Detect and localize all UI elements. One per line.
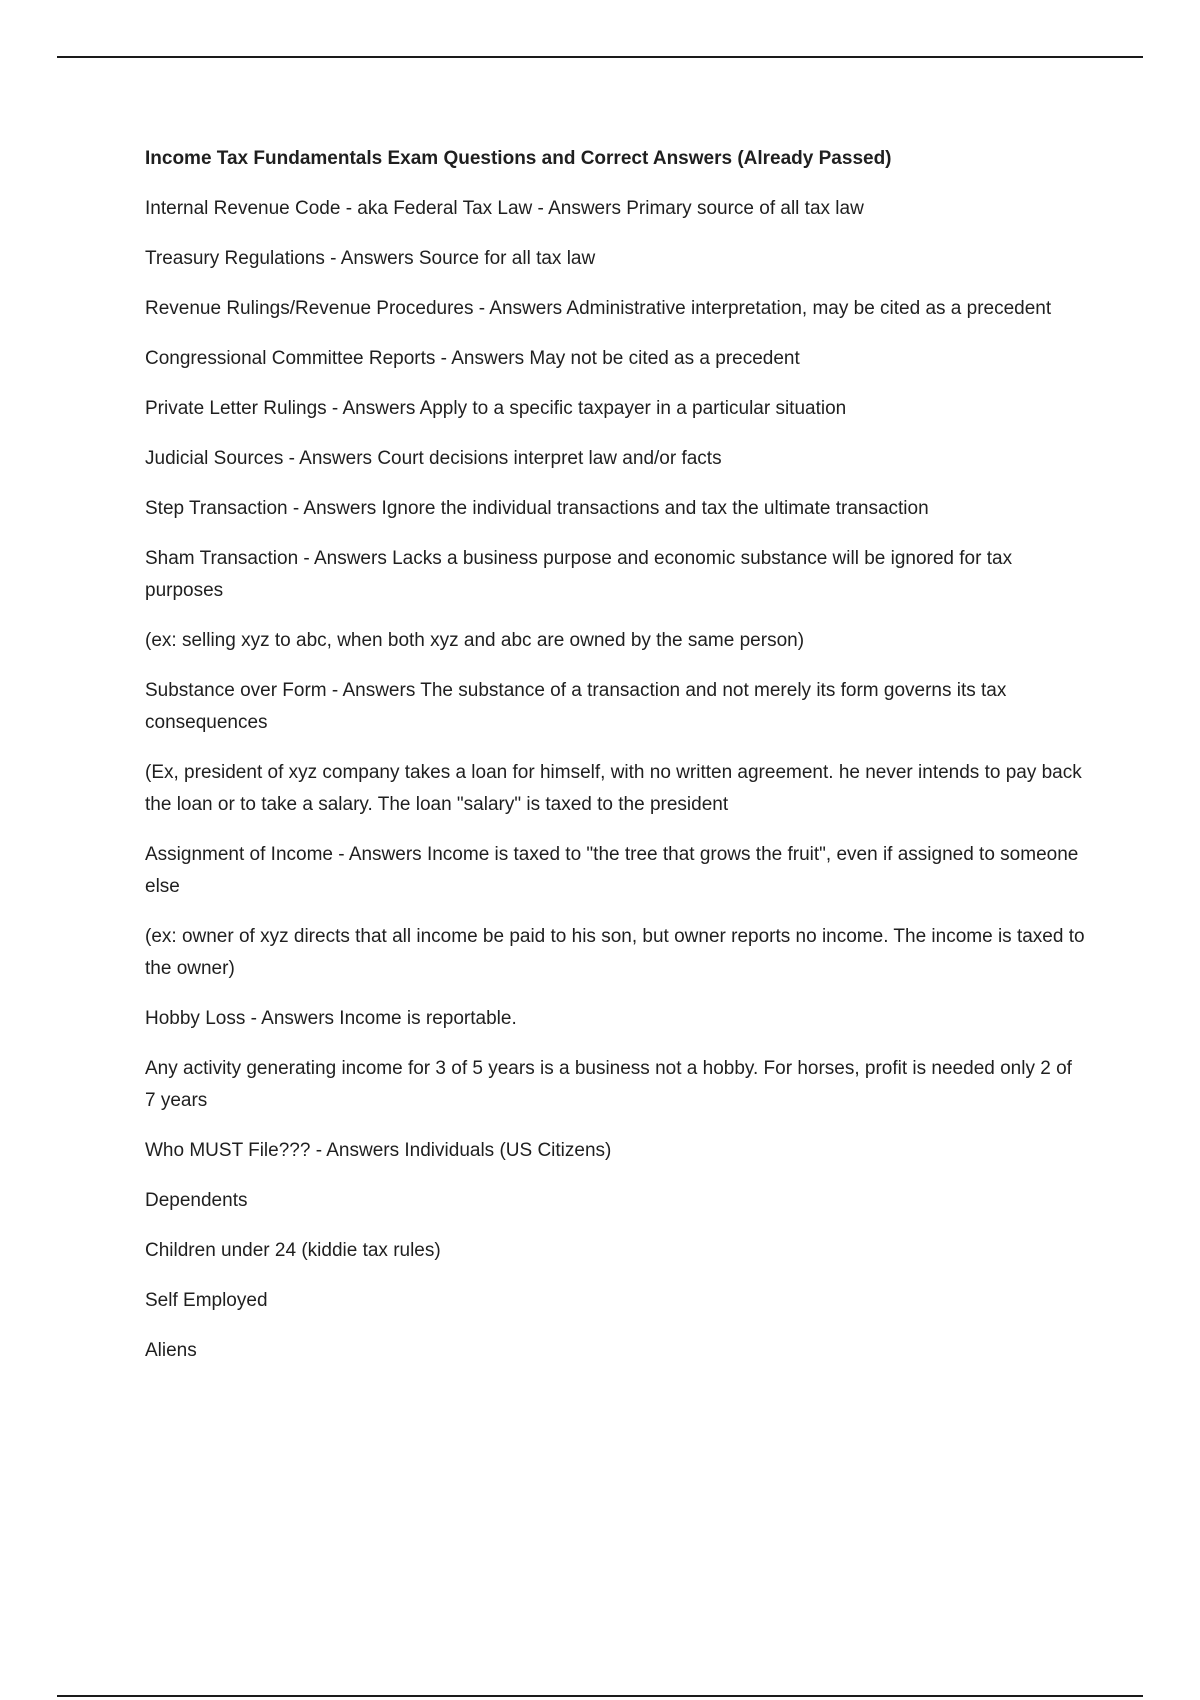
paragraph: Assignment of Income - Answers Income is taxed to "the tree that grows the fruit", even if assigned to someone else (145, 844, 1079, 897)
paragraph: Substance over Form - Answers The substance of a transaction and not merely its form governs its tax consequences (145, 680, 1007, 733)
footer-rule (57, 1695, 1143, 1697)
paragraph: Sham Transaction - Answers Lacks a business purpose and economic substance will be ignored for tax purposes (145, 548, 1013, 601)
paragraph: Who MUST File??? - Answers Individuals (US Citizens) (145, 1140, 612, 1161)
paragraph: (ex: owner of xyz directs that all income be paid to his son, but owner reports no income. The income is taxed to the owner) (145, 926, 1085, 979)
paragraph: Step Transaction - Answers Ignore the individual transactions and tax the ultimate transaction (145, 498, 929, 519)
paragraph: Private Letter Rulings - Answers Apply to a specific taxpayer in a particular situation (145, 398, 847, 419)
document-body (145, 143, 1085, 1385)
paragraph: Congressional Committee Reports - Answers May not be cited as a precedent (145, 348, 800, 369)
header-rule (57, 56, 1143, 58)
paragraph: Children under 24 (kiddie tax rules) (145, 1240, 441, 1261)
document-title: Income Tax Fundamentals Exam Questions and Correct Answers (Already Passed) (145, 148, 892, 169)
paragraph: (Ex, president of xyz company takes a loan for himself, with no written agreement. he never intends to pay back the loan or to take a salary. The loan "salary" is taxed to the president (145, 762, 1082, 815)
paragraph: Any activity generating income for 3 of 5 years is a business not a hobby. For horses, profit is needed only 2 of 7 years (145, 1058, 1072, 1111)
paragraph: Judicial Sources - Answers Court decisions interpret law and/or facts (145, 448, 722, 469)
paragraph: Hobby Loss - Answers Income is reportable. (145, 1008, 517, 1029)
paragraph: Dependents (145, 1190, 248, 1211)
paragraph: Treasury Regulations - Answers Source for all tax law (145, 248, 596, 269)
paragraph: Self Employed (145, 1290, 268, 1311)
paragraph: Revenue Rulings/Revenue Procedures - Answers Administrative interpretation, may be cited as a precedent (145, 298, 1052, 319)
paragraph: Internal Revenue Code - aka Federal Tax Law - Answers Primary source of all tax law (145, 198, 864, 219)
paragraph: (ex: selling xyz to abc, when both xyz and abc are owned by the same person) (145, 630, 805, 651)
paragraph: Aliens (145, 1340, 197, 1361)
